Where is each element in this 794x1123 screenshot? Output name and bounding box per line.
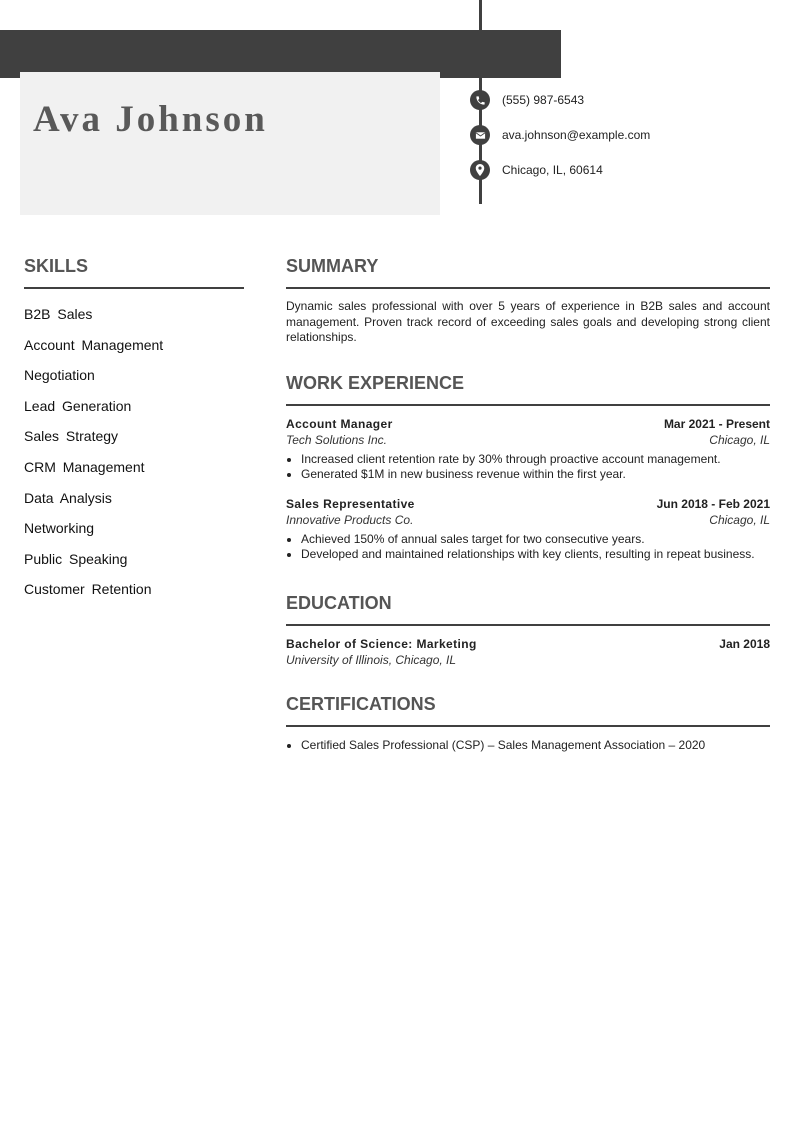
experience-divider: [286, 404, 770, 406]
skill-item: Customer Retention: [24, 581, 152, 598]
job-entry: [286, 497, 770, 563]
education-section: [286, 592, 770, 667]
skill-item: Account Management: [24, 336, 164, 353]
job-company: Tech Solutions Inc.: [286, 432, 387, 447]
skill-item: Public Speaking: [24, 550, 128, 567]
skill-item: Lead Generation: [24, 397, 132, 414]
experience-section: [286, 372, 770, 563]
location-text: Chicago, IL, 60614: [502, 163, 603, 177]
contact-phone: [470, 90, 584, 110]
phone-text: (555) 987-6543: [502, 93, 585, 107]
education-divider: [286, 624, 770, 626]
skill-item: Data Analysis: [24, 489, 112, 506]
degree-date: Jan 2018: [719, 636, 770, 651]
contact-location: [470, 160, 603, 180]
job-location: Chicago, IL: [709, 512, 770, 527]
school-name: University of Illinois, Chicago, IL: [286, 652, 457, 667]
skill-item: CRM Management: [24, 458, 145, 475]
job-dates: Jun 2018 - Feb 2021: [656, 496, 770, 511]
experience-heading: WORK EXPERIENCE: [286, 372, 465, 393]
skills-list: [24, 299, 244, 605]
job-company: Innovative Products Co.: [286, 512, 414, 527]
certification-item: • Certified Sales Professional (CSP) – Sales Management Association – 2020: [301, 738, 770, 754]
job-bullet: • Increased client retention rate by 30% through proactive account management.: [301, 452, 770, 468]
certifications-heading: CERTIFICATIONS: [286, 693, 436, 714]
skills-divider: [24, 287, 244, 289]
job-bullet: • Achieved 150% of annual sales target for two consecutive years.: [301, 532, 770, 548]
job-location: Chicago, IL: [709, 432, 770, 447]
email-text: ava.johnson@example.com: [502, 128, 651, 142]
summary-text: Dynamic sales professional with over 5 years of experience in B2B sales and account management. Proven track record of exceeding sales goals and developing strong client relationships.: [286, 299, 770, 344]
name-box: [20, 72, 440, 215]
skill-item: Sales Strategy: [24, 428, 119, 445]
skill-item: Networking: [24, 520, 95, 537]
skills-section: [24, 255, 244, 605]
certifications-section: [286, 693, 770, 754]
phone-icon: [470, 90, 490, 110]
summary-divider: [286, 287, 770, 289]
summary-section: [286, 255, 770, 346]
skill-item: B2B Sales: [24, 306, 93, 322]
job-title: Account Manager: [286, 416, 393, 431]
candidate-name: Ava Johnson: [33, 99, 268, 140]
certifications-divider: [286, 725, 770, 727]
job-dates: Mar 2021 - Present: [663, 416, 770, 431]
job-bullet: • Generated $1M in new business revenue within the first year.: [301, 467, 770, 483]
location-pin-icon: [470, 160, 490, 180]
education-entry: [286, 637, 770, 667]
job-bullet: • Developed and maintained relationships with key clients, resulting in repeat business.: [301, 547, 770, 563]
degree-title: Bachelor of Science: Marketing: [286, 636, 477, 651]
skill-item: Negotiation: [24, 367, 95, 384]
education-heading: EDUCATION: [286, 592, 392, 613]
summary-heading: SUMMARY: [286, 256, 379, 276]
job-title: Sales Representative: [286, 496, 415, 511]
envelope-icon: [470, 125, 490, 145]
contact-email: [470, 125, 650, 145]
job-bullets: [286, 532, 770, 563]
header-bar: [0, 30, 561, 78]
job-entry: [286, 417, 770, 483]
certifications-list: [286, 738, 770, 754]
skills-heading: SKILLS: [24, 256, 89, 276]
main-column: [286, 255, 770, 753]
job-bullets: [286, 452, 770, 483]
